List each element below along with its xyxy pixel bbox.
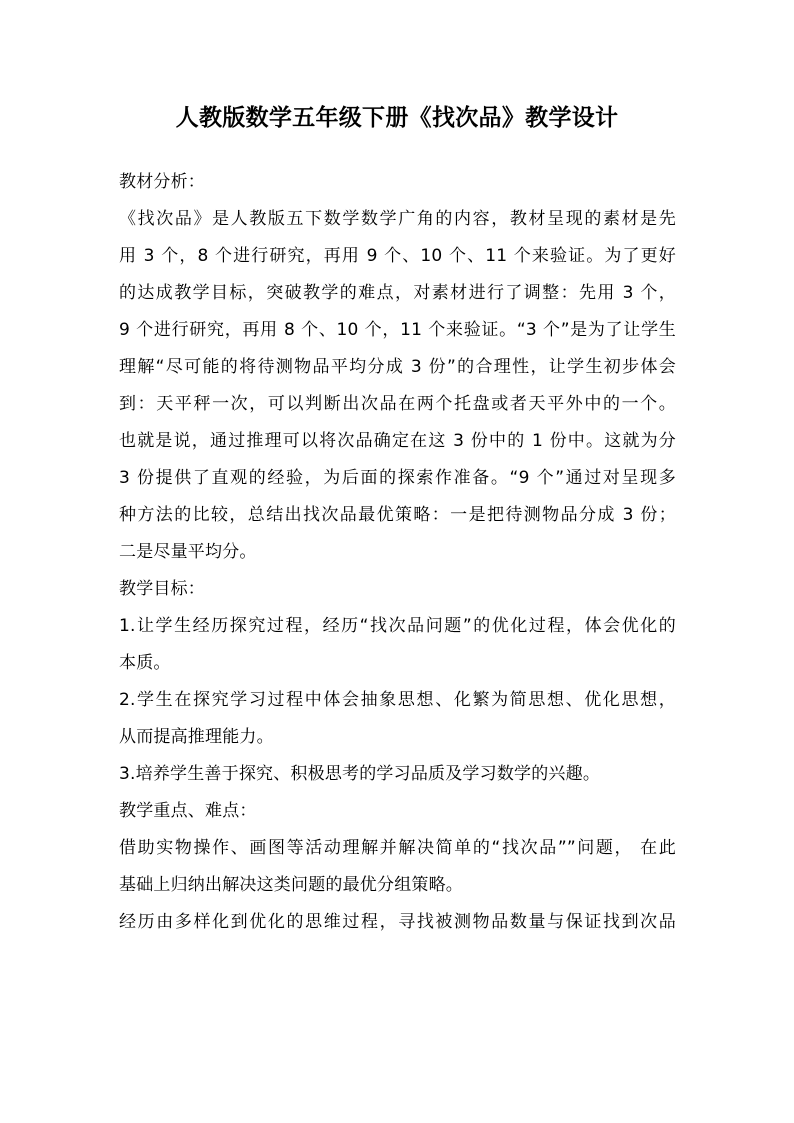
section-heading-teaching-goals: 教学目标： <box>119 579 205 599</box>
goal-item-2-continued: 从而提高推理能力。 <box>119 727 274 747</box>
paragraph-line: 的达成教学目标，突破教学的难点，对素材进行了调整：先用 3 个， <box>119 283 676 303</box>
paragraph-line: 理解“尽可能的将待测物品平均分成 3 份”的合理性，让学生初步体会 <box>119 357 676 377</box>
goal-item-2: 2.学生在探究学习过程中体会抽象思想、化繁为简思想、优化思想， <box>119 690 676 710</box>
key-point-line: 借助实物操作、画图等活动理解并解决简单的“找次品””问题， 在此 <box>119 838 676 858</box>
goal-item-1-continued: 本质。 <box>119 653 171 673</box>
paragraph-line: 种方法的比较，总结出找次品最优策略：一是把待测物品分成 3 份； <box>119 505 676 525</box>
paragraph-line: 9 个进行研究，再用 8 个、10 个，11 个来验证。“3 个”是为了让学生 <box>119 320 676 340</box>
paragraph-line: 二是尽量平均分。 <box>119 542 257 562</box>
paragraph-line: 《找次品》是人教版五下数学数学广角的内容，教材呈现的素材是先 <box>119 209 676 229</box>
goal-item-1: 1.让学生经历探究过程，经历“找次品问题”的优化过程，体会优化的 <box>119 616 676 636</box>
paragraph-line: 到：天平秤一次，可以判断出次品在两个托盘或者天平外中的一个。 <box>119 394 676 414</box>
key-point-line: 基础上归纳出解决这类问题的最优分组策略。 <box>119 875 463 895</box>
paragraph-line: 3 份提供了直观的经验，为后面的探索作准备。“9 个”通过对呈现多 <box>119 468 676 488</box>
document-title: 人教版数学五年级下册《找次品》教学设计 <box>175 105 619 131</box>
paragraph-line: 用 3 个，8 个进行研究，再用 9 个、10 个、11 个来验证。为了更好 <box>119 246 676 266</box>
section-heading-material-analysis: 教材分析： <box>119 172 205 192</box>
section-heading-key-points: 教学重点、难点： <box>119 801 257 821</box>
paragraph-line: 也就是说，通过推理可以将次品确定在这 3 份中的 1 份中。这就为分 <box>119 431 676 451</box>
document-body <box>119 164 676 941</box>
key-point-line: 经历由多样化到优化的思维过程，寻找被测物品数量与保证找到次品 <box>119 912 676 932</box>
goal-item-3: 3.培养学生善于探究、积极思考的学习品质及学习数学的兴趣。 <box>119 764 601 784</box>
